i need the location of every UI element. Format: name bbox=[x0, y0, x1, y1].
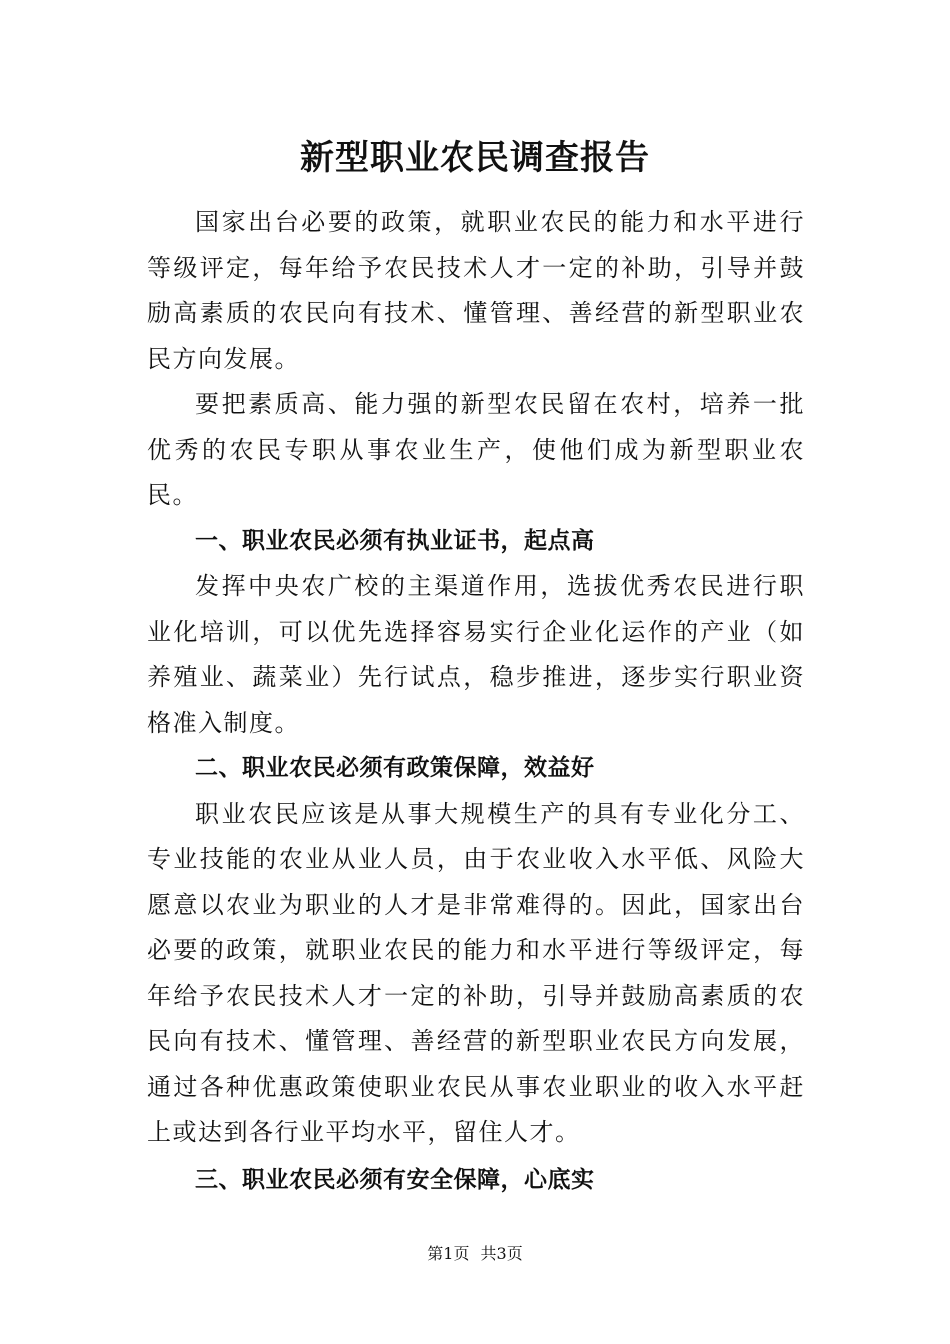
document-body bbox=[147, 200, 805, 1203]
section-heading: 三、职业农民必须有安全保障，心底实 bbox=[195, 1166, 595, 1193]
section-heading: 二、职业农民必须有政策保障，效益好 bbox=[195, 755, 595, 781]
page-total: 共3页 bbox=[480, 1244, 523, 1263]
document-title: 新型职业农民调查报告 bbox=[300, 138, 650, 178]
paragraph: 要把素质高、能力强的新型农民留在农村，培养一批优秀的农民专职从事农业生产，使他们成为新型职业农民。 bbox=[147, 390, 805, 509]
page-number: 第1页 bbox=[427, 1244, 470, 1263]
paragraph: 发挥中央农广校的主渠道作用，选拔优秀农民进行职业化培训，可以优先选择容易实行企业化运作的产业（如养殖业、蔬菜业）先行试点，稳步推进，逐步实行职业资格准入制度。 bbox=[147, 572, 805, 737]
page-footer bbox=[0, 1243, 950, 1265]
paragraph: 职业农民应该是从事大规模生产的具有专业化分工、专业技能的农业从业人员，由于农业收入水平低、风险大愿意以农业为职业的人才是非常难得的。因此，国家出台必要的政策，就职业农民的能力和水平进行等级评定，每年给予农民技术人才一定的补助，引导并鼓励高素质的农民向有技术、懂管理、善经营的新型职业农民方向发展，通过各种优惠政策使职业农民从事农业职业的收入水平赶上或达到各行业平均水平，留住人才。 bbox=[147, 799, 805, 1146]
section-heading: 一、职业农民必须有执业证书，起点高 bbox=[195, 527, 595, 554]
paragraph: 国家出台必要的政策，就职业农民的能力和水平进行等级评定，每年给予农民技术人才一定的补助，引导并鼓励高素质的农民向有技术、懂管理、善经营的新型职业农民方向发展。 bbox=[147, 208, 805, 373]
